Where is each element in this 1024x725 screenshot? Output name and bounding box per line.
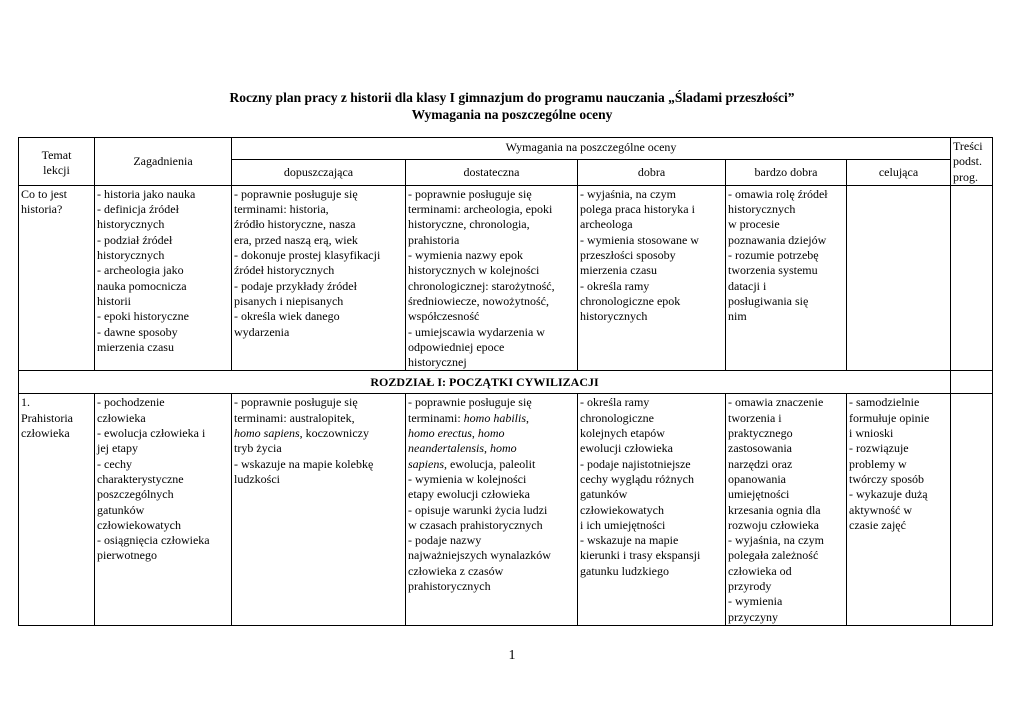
document-title: Roczny plan pracy z historii dla klasy I gimnazjum do programu nauczania „Śladami przeszłości” — [229, 90, 795, 105]
cell-line: homo erectus, homo — [408, 426, 505, 441]
row1-zagadnienia — [95, 185, 232, 371]
cell-line: chronologicznej: starożytność, — [408, 278, 555, 293]
cell-line: twórczy sposób — [849, 471, 924, 486]
row1-dostateczna — [406, 185, 578, 371]
cell-line: - wykazuje dużą — [849, 487, 928, 502]
cell-line: problemy w — [849, 456, 907, 471]
cell-line: Co to jest — [21, 186, 68, 201]
cell-line: - rozumie potrzebę — [728, 248, 819, 263]
cell-line: człowiekowatych — [97, 517, 181, 532]
header-grade-celujaca: celująca — [847, 159, 951, 185]
cell-line: - podaje nazwy — [408, 533, 482, 548]
cell-line: terminami: homo habilis, — [408, 410, 529, 425]
header-grade-dopuszczajaca: dopuszczająca — [232, 159, 406, 185]
cell-line: gatunków — [580, 487, 628, 502]
cell-line: kolejnych etapów — [580, 426, 665, 441]
cell-line: - wyjaśnia, na czym — [728, 533, 824, 548]
cell-line: terminami: historia, — [234, 202, 329, 217]
cell-line: - rozwiązuje — [849, 441, 909, 456]
page-number: 1 — [508, 648, 516, 663]
cell-line: średniowiecze, nowożytność, — [408, 293, 549, 308]
cell-line: zastosowania — [728, 441, 792, 456]
section-row — [19, 371, 993, 394]
cell-line: ewolucji człowieka — [580, 441, 673, 456]
cell-line: krzesania ognia dla — [728, 502, 821, 517]
cell-line: homo sapiens, koczowniczy — [234, 426, 369, 441]
cell-line: - wymienia nazwy epok — [408, 248, 523, 263]
cell-line: terminami: archeologia, epoki — [408, 202, 553, 217]
cell-line: współczesność — [408, 309, 480, 324]
header-temat: Temat lekcji — [19, 138, 95, 186]
cell-line: - poprawnie posługuje się — [234, 395, 358, 410]
cell-line: - podaje najistotniejsze — [580, 456, 691, 471]
cell-line: prahistoria — [408, 232, 460, 247]
cell-line: etapy ewolucji człowieka — [408, 487, 530, 502]
cell-line: historia? — [21, 202, 63, 217]
cell-line: - wskazuje na mapie — [580, 533, 679, 548]
cell-line: - definicja źródeł — [97, 202, 179, 217]
header-wymagania: Wymagania na poszczególne oceny — [232, 138, 951, 160]
cell-line: w czasach prahistorycznych — [408, 517, 543, 532]
row2-celujaca — [847, 394, 951, 625]
cell-line: - pochodzenie — [97, 395, 165, 410]
cell-line: - określa ramy — [580, 278, 650, 293]
cell-line: człowieka — [97, 410, 146, 425]
cell-line: - wyjaśnia, na czym — [580, 186, 676, 201]
cell-line: gatunku ludzkiego — [580, 563, 669, 578]
cell-line: umiejętności — [728, 487, 790, 502]
cell-line: wydarzenia — [234, 324, 290, 339]
row2-dopuszczajaca — [232, 394, 406, 625]
header-row-top — [19, 138, 993, 160]
section-tresci — [951, 371, 993, 394]
cell-line: chronologiczne epok — [580, 293, 681, 308]
cell-line: pisanych i niepisanych — [234, 293, 344, 308]
cell-line: człowiekowatych — [580, 502, 664, 517]
cell-line: - podział źródeł — [97, 232, 173, 247]
cell-line: - dawne sposoby — [97, 324, 178, 339]
header-grade-dostateczna: dostateczna — [406, 159, 578, 185]
cell-line: historyczne, chronologia, — [408, 217, 530, 232]
requirements-table — [18, 137, 993, 626]
cell-line: kierunki i trasy ekspansji — [580, 548, 701, 563]
table-row — [19, 185, 993, 371]
cell-line: poznawania dziejów — [728, 232, 827, 247]
cell-line: źródeł historycznych — [234, 263, 335, 278]
cell-line: czasie zajęć — [849, 517, 906, 532]
cell-line: i ich umiejętności — [580, 517, 666, 532]
row2-dostateczna — [406, 394, 578, 625]
cell-line: neandertalensis, homo — [408, 441, 517, 456]
cell-line: - epoki historyczne — [97, 309, 189, 324]
row2-tresci — [951, 394, 993, 625]
cell-line: nim — [728, 309, 747, 324]
cell-line: odpowiedniej epoce — [408, 339, 505, 354]
cell-line: poszczególnych — [97, 487, 174, 502]
cell-line: - opisuje warunki życia ludzi — [408, 502, 548, 517]
cell-line: - poprawnie posługuje się — [408, 186, 532, 201]
cell-line: tworzenia i — [728, 410, 782, 425]
row1-celujaca — [847, 185, 951, 371]
cell-line: i wnioski — [849, 426, 894, 441]
header-zagadnienia: Zagadnienia — [95, 138, 232, 186]
cell-line: charakterystyczne — [97, 471, 184, 486]
row2-temat — [19, 394, 95, 625]
cell-line: formułuje opinie — [849, 410, 930, 425]
row2-bardzo-dobra — [726, 394, 847, 625]
cell-line: tworzenia systemu — [728, 263, 818, 278]
row1-dobra — [578, 185, 726, 371]
cell-line: mierzenia czasu — [97, 339, 174, 354]
cell-line: historycznych w kolejności — [408, 263, 540, 278]
header-tresci: Treści podst. prog. — [951, 138, 993, 186]
cell-line: polegała zależność — [728, 548, 819, 563]
cell-line: - cechy — [97, 456, 132, 471]
cell-line: aktywność w — [849, 502, 912, 517]
cell-line: 1. — [21, 395, 30, 410]
cell-line: polega praca historyka i — [580, 202, 695, 217]
cell-line: historycznych — [97, 248, 165, 263]
cell-line: przeszłości sposoby — [580, 248, 676, 263]
cell-line: posługiwania się — [728, 293, 809, 308]
row2-zagadnienia — [95, 394, 232, 625]
cell-line: historycznych — [97, 217, 165, 232]
cell-line: - poprawnie posługuje się — [408, 395, 532, 410]
cell-line: opanowania — [728, 471, 786, 486]
row1-dopuszczajaca — [232, 185, 406, 371]
cell-line: Prahistoria — [21, 410, 73, 425]
cell-line: - określa ramy — [580, 395, 650, 410]
cell-line: - historia jako nauka — [97, 186, 196, 201]
cell-line: tryb życia — [234, 441, 282, 456]
cell-line: praktycznego — [728, 426, 793, 441]
cell-line: człowieka od — [728, 563, 792, 578]
header-grade-bardzo-dobra: bardzo dobra — [726, 159, 847, 185]
header-grade-dobra: dobra — [578, 159, 726, 185]
cell-line: ludzkości — [234, 471, 280, 486]
row1-bardzo-dobra — [726, 185, 847, 371]
cell-line: cechy wyglądu różnych — [580, 471, 694, 486]
cell-line: historii — [97, 293, 132, 308]
cell-line: - poprawnie posługuje się — [234, 186, 358, 201]
cell-line: terminami: australopitek, — [234, 410, 355, 425]
cell-line: źródło historyczne, nasza — [234, 217, 356, 232]
cell-line: historycznych — [728, 202, 796, 217]
cell-line: - wymienia stosowane w — [580, 232, 699, 247]
cell-line: datacji i — [728, 278, 767, 293]
cell-line: pierwotnego — [97, 548, 157, 563]
cell-line: historycznych — [580, 309, 648, 324]
cell-line: - wymienia — [728, 594, 783, 609]
cell-line: era, przed naszą erą, wiek — [234, 232, 358, 247]
cell-line: przyrody — [728, 579, 772, 594]
cell-line: człowieka — [21, 426, 70, 441]
cell-line: rozwoju człowieka — [728, 517, 819, 532]
row1-tresci — [951, 185, 993, 371]
section-title: ROZDZIAŁ I: POCZĄTKI CYWILIZACJI — [19, 371, 951, 394]
cell-line: - dokonuje prostej klasyfikacji — [234, 248, 381, 263]
cell-line: najważniejszych wynalazków — [408, 548, 551, 563]
cell-line: mierzenia czasu — [580, 263, 657, 278]
cell-line: w procesie — [728, 217, 780, 232]
cell-line: - samodzielnie — [849, 395, 920, 410]
document-subtitle: Wymagania na poszczególne oceny — [411, 107, 613, 122]
cell-line: - wskazuje na mapie kolebkę — [234, 456, 374, 471]
row2-dobra — [578, 394, 726, 625]
cell-line: - ewolucja człowieka i — [97, 426, 206, 441]
cell-line: sapiens, ewolucja, paleolit — [408, 456, 536, 471]
table-row — [19, 394, 993, 625]
cell-line: człowieka z czasów — [408, 563, 504, 578]
cell-line: prahistorycznych — [408, 579, 491, 594]
cell-line: - archeologia jako — [97, 263, 184, 278]
cell-line: narzędzi oraz — [728, 456, 793, 471]
cell-line: gatunków — [97, 502, 145, 517]
cell-line: jej etapy — [97, 441, 138, 456]
cell-line: chronologiczne — [580, 410, 654, 425]
cell-line: - omawia rolę źródeł — [728, 186, 828, 201]
cell-line: - umiejscawia wydarzenia w — [408, 324, 545, 339]
cell-line: - określa wiek danego — [234, 309, 340, 324]
cell-line: nauka pomocnicza — [97, 278, 187, 293]
row1-temat — [19, 185, 95, 371]
cell-line: przyczyny — [728, 609, 778, 624]
cell-line: - podaje przykłady źródeł — [234, 278, 357, 293]
cell-line: - wymienia w kolejności — [408, 471, 527, 486]
cell-line: - osiągnięcia człowieka — [97, 533, 210, 548]
cell-line: - omawia znaczenie — [728, 395, 824, 410]
cell-line: historycznej — [408, 355, 467, 370]
cell-line: archeologa — [580, 217, 633, 232]
